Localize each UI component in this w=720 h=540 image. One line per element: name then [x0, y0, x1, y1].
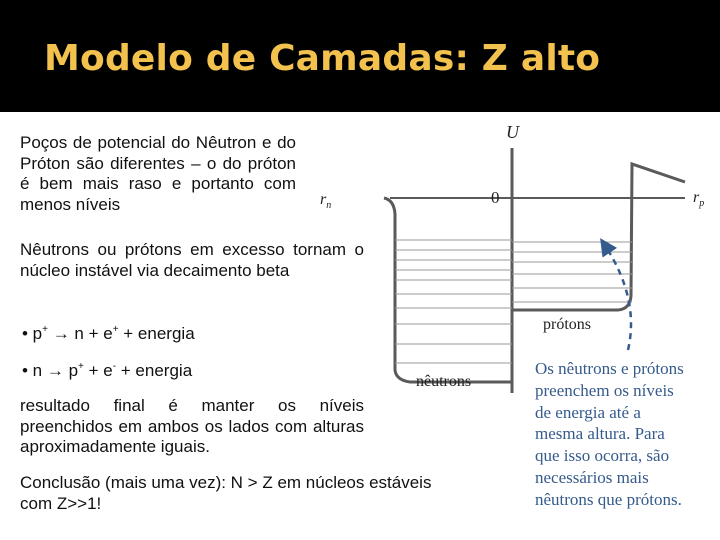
superscript: +: [112, 324, 119, 335]
side-note-line: de energia até a: [535, 402, 641, 422]
side-note-line: Os nêutrons e prótons: [535, 359, 684, 378]
side-note-line: mesma altura. Para: [535, 424, 665, 444]
u-axis-label: U: [506, 122, 519, 142]
side-note-line: necessários mais: [535, 467, 649, 487]
rn-sub: n: [326, 200, 332, 211]
slide-title: Modelo de Camadas: Z alto: [44, 38, 601, 79]
superscript: -: [112, 361, 117, 372]
rn-main: r: [320, 191, 327, 208]
paragraph-beta-decay: Nêutrons ou prótons em excesso tornam o núcleo instável via decaimento beta: [20, 240, 364, 280]
protons-label: prótons: [543, 316, 591, 333]
bullet-text: + energia: [118, 324, 195, 343]
paragraph-potential-wells: Poços de potencial do Nêutron e do Próton são diferentes – o do próton é bem mais raso e portanto com menos níveis: [20, 133, 296, 214]
bullet-neutron-decay: [22, 361, 192, 381]
bullet-text: + energia: [116, 361, 193, 380]
neutron-well-curve: [384, 198, 512, 382]
side-note: [535, 358, 715, 511]
bullet-text: + e: [83, 361, 113, 380]
dashed-arrow: [604, 244, 631, 350]
side-note-line: que isso ocorra, são: [535, 446, 670, 466]
neutron-energy-levels: [395, 240, 512, 363]
rn-label: [320, 191, 331, 211]
proton-energy-levels: [512, 242, 632, 302]
paragraph-final-result: resultado final é manter os níveis preenchidos em ambos os lados com alturas aproximadamente iguais.: [20, 396, 364, 456]
paragraph-conclusion: Conclusão (mais uma vez): N > Z em núcleos estáveis com Z>>1!: [20, 473, 432, 513]
rp-sub: p: [699, 198, 705, 209]
title-bar: [0, 0, 720, 112]
rp-main: r: [693, 189, 700, 206]
neutrons-label: nêutrons: [416, 373, 472, 390]
bullet-text: • n → p: [22, 361, 79, 380]
zero-label: 0: [491, 188, 500, 207]
bullet-text: → n + e: [47, 324, 113, 343]
side-note-line: preenchem os níveis: [535, 380, 674, 400]
side-note-line: nêutrons que prótons.: [535, 489, 682, 509]
rp-label: [693, 189, 704, 209]
superscript: +: [78, 361, 84, 372]
superscript: +: [42, 324, 48, 335]
bullet-text: • p: [22, 324, 43, 343]
bullet-proton-decay: [22, 324, 195, 344]
